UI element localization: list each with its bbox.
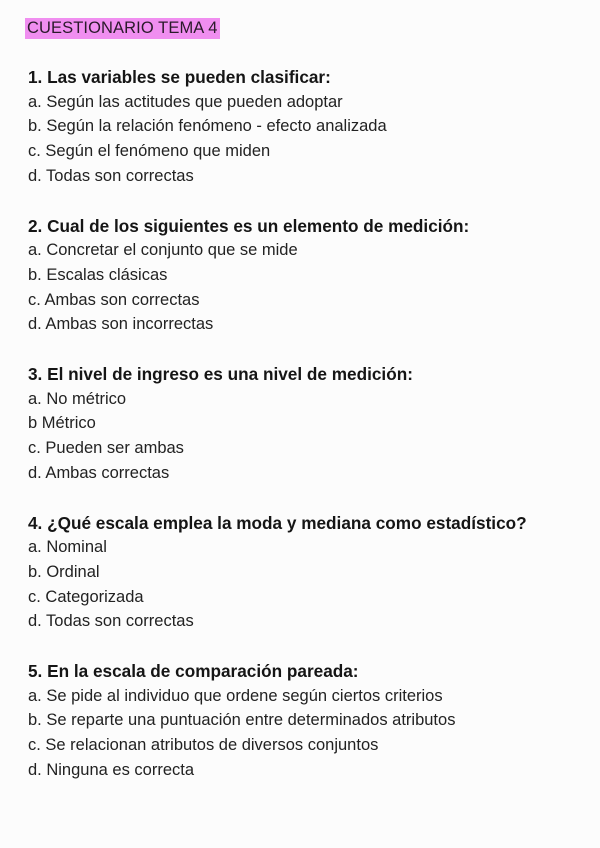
answer-option-b: b. Ordinal <box>28 562 100 581</box>
answer-option-a: a. Se pide al individuo que ordene según ciertos criterios <box>28 686 443 705</box>
question-title: 2. Cual de los siguientes es un elemento de medición: <box>28 215 470 236</box>
answer-option-a: a. Según las actitudes que pueden adoptar <box>28 92 343 111</box>
question-list <box>28 65 593 808</box>
answer-option-a: a. Concretar el conjunto que se mide <box>28 241 298 260</box>
answer-option-b: b. Escalas clásicas <box>28 265 168 284</box>
answer-option-a: a. Nominal <box>28 538 107 557</box>
question-3 <box>28 362 593 486</box>
document-title: CUESTIONARIO TEMA 4 <box>25 18 220 39</box>
title-block <box>25 18 220 39</box>
question-title: 5. En la escala de comparación pareada: <box>28 661 359 682</box>
question-4 <box>28 511 593 635</box>
answer-option-c: c. Según el fenómeno que miden <box>28 142 271 161</box>
answer-option-d: d. Ambas correctas <box>28 463 170 482</box>
answer-option-b: b. Según la relación fenómeno - efecto analizada <box>28 117 387 136</box>
answer-option-d: d. Todas son correctas <box>28 166 194 185</box>
answer-option-b: b Métrico <box>28 414 96 433</box>
answer-option-a: a. No métrico <box>28 389 127 408</box>
answer-option-c: c. Ambas son correctas <box>28 290 200 309</box>
answer-option-c: c. Se relacionan atributos de diversos conjuntos <box>28 736 379 755</box>
question-2 <box>28 214 593 338</box>
answer-option-b: b. Se reparte una puntuación entre determinados atributos <box>28 711 456 730</box>
answer-option-d: d. Ambas son incorrectas <box>28 315 214 334</box>
question-1 <box>28 65 593 189</box>
answer-option-c: c. Pueden ser ambas <box>28 439 184 458</box>
answer-option-c: c. Categorizada <box>28 587 144 606</box>
answer-option-d: d. Todas son correctas <box>28 612 194 631</box>
answer-option-d: d. Ninguna es correcta <box>28 760 195 779</box>
question-5 <box>28 659 593 783</box>
question-title: 1. Las variables se pueden clasificar: <box>28 67 331 87</box>
question-title: 3. El nivel de ingreso es una nivel de medición: <box>28 364 413 385</box>
question-title: 4. ¿Qué escala emplea la moda y mediana como estadístico? <box>28 512 527 533</box>
